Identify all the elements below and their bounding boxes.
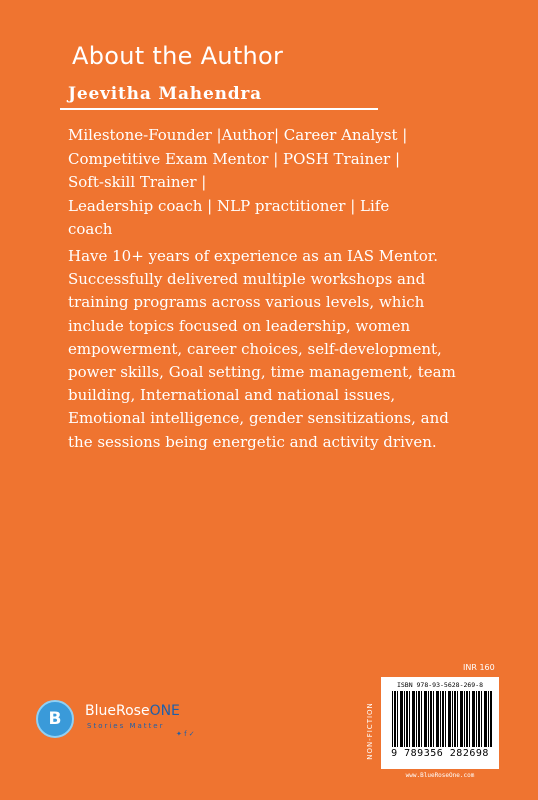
publisher-name-main: BlueRose bbox=[85, 703, 150, 719]
author-name: Jeevitha Mahendra bbox=[68, 84, 262, 104]
heading: About the Author bbox=[72, 42, 284, 70]
publisher-logo bbox=[36, 688, 216, 748]
roles-line: coach bbox=[68, 220, 113, 238]
bluerose-logo-icon: B bbox=[36, 700, 74, 738]
genre-text: NON-FICTION bbox=[366, 702, 374, 760]
bio-line: building, International and national issues, bbox=[68, 386, 396, 405]
barcode-bars bbox=[392, 691, 492, 747]
author-underline bbox=[60, 108, 378, 110]
publisher-name bbox=[85, 703, 180, 719]
barcode bbox=[381, 677, 499, 769]
bio-line: training programs across various levels, which bbox=[68, 293, 425, 312]
social-icons: ✦ f ✓ bbox=[176, 730, 195, 738]
roles-line: Leadership coach | NLP practitioner | Life bbox=[68, 196, 390, 215]
publisher-tagline: Stories Matter bbox=[87, 722, 165, 730]
roles-line: Competitive Exam Mentor | POSH Trainer | bbox=[68, 149, 400, 168]
roles-line: Milestone-Founder |Author| Career Analyst | bbox=[68, 126, 408, 144]
website-url: www.BlueRoseOne.com bbox=[405, 772, 475, 779]
price-label: INR 160 bbox=[463, 663, 495, 672]
isbn-number-top: ISBN 978-93-5628-269-8 bbox=[396, 681, 484, 689]
bio-line: power skills, Goal setting, time management, team bbox=[68, 363, 456, 382]
bio-line: include topics focused on leadership, women bbox=[68, 316, 411, 335]
bio-line: the sessions being energetic and activity driven. bbox=[68, 432, 437, 451]
bio-line: empowerment, career choices, self-development, bbox=[68, 339, 442, 358]
bio-line: Successfully delivered multiple workshops and bbox=[68, 270, 426, 289]
author-bio bbox=[68, 245, 508, 454]
publisher-name-suffix: ONE bbox=[149, 703, 180, 719]
genre-label bbox=[365, 682, 375, 782]
bio-line: Have 10+ years of experience as an IAS Mentor. bbox=[68, 247, 439, 265]
bio-line: Emotional intelligence, gender sensitizations, and bbox=[68, 409, 449, 428]
roles-line: Soft-skill Trainer | bbox=[68, 173, 207, 191]
isbn-number-bottom: 9 789356 282698 bbox=[391, 748, 489, 759]
author-roles bbox=[68, 124, 488, 242]
